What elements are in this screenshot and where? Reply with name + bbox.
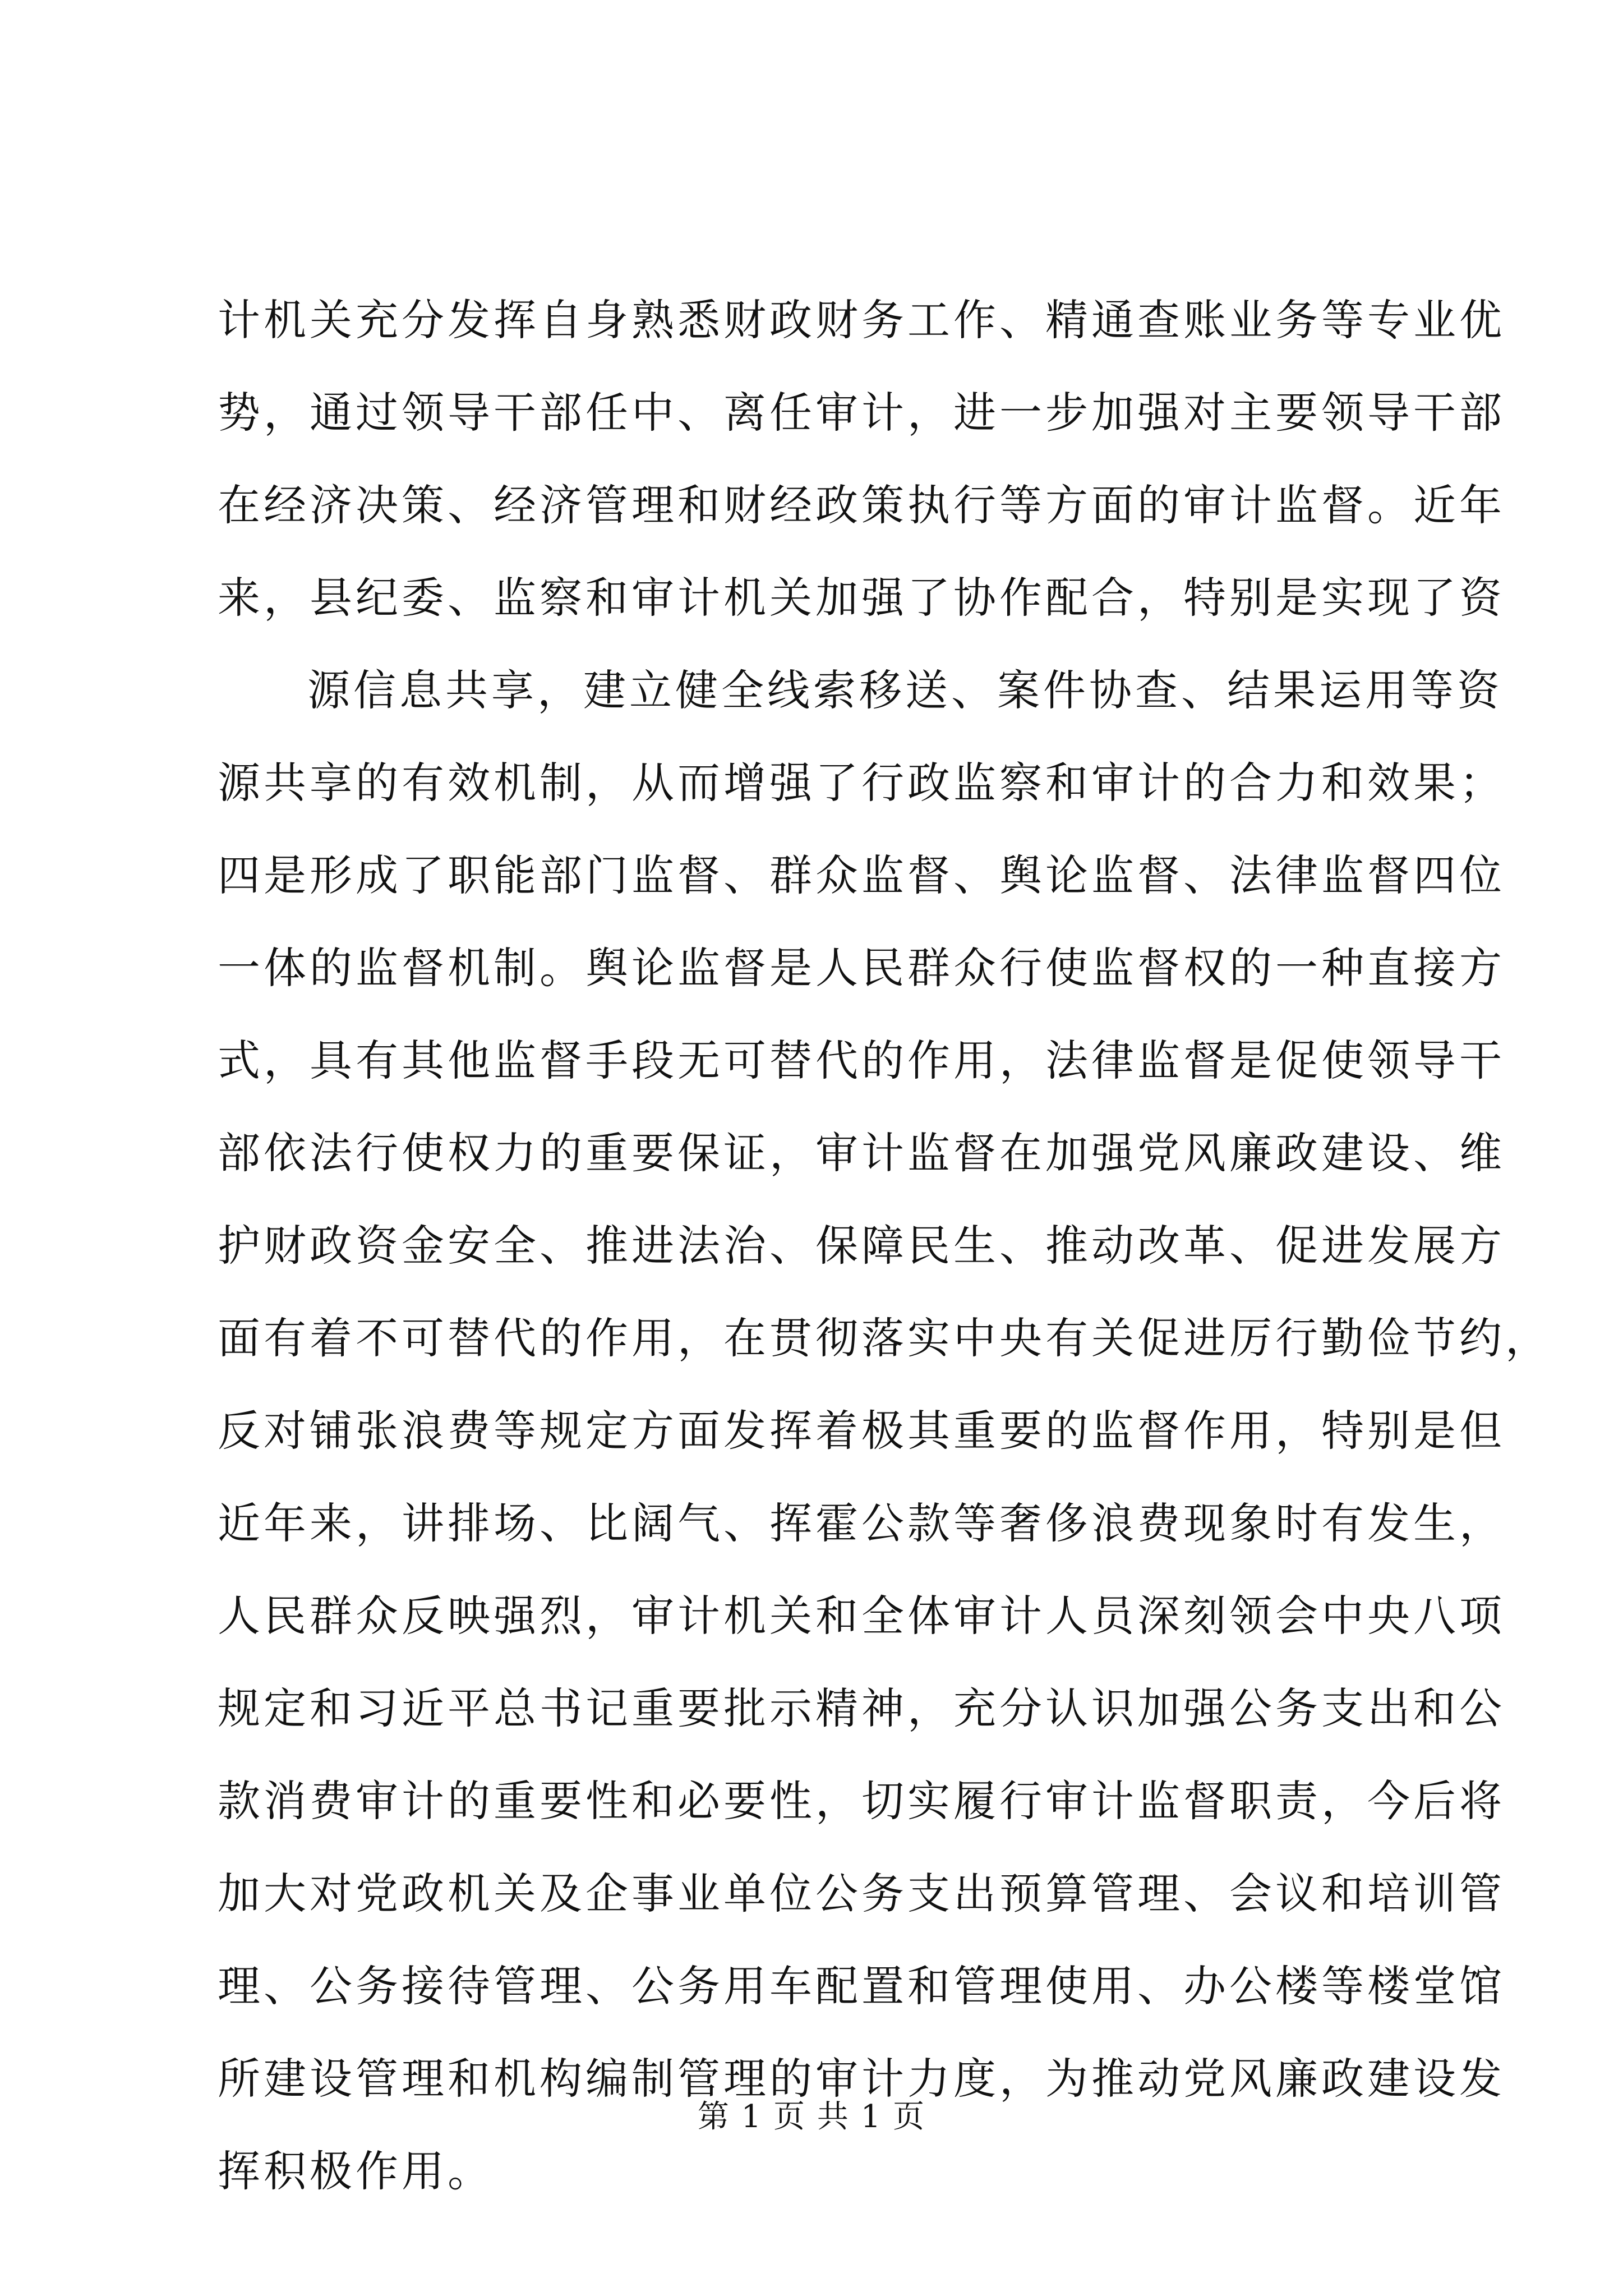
text-line: 一体的监督机制。舆论监督是人民群众行使监督权的一种直接方 — [218, 943, 1505, 993]
text-line: 人民群众反映强烈，审计机关和全体审计人员深刻领会中央八项 — [218, 1591, 1505, 1641]
text-line-indented: 源信息共享，建立健全线索移送、案件协查、结果运用等资 — [307, 665, 1503, 715]
text-line: 四是形成了职能部门监督、群众监督、舆论监督、法律监督四位 — [218, 850, 1505, 900]
text-line: 势，通过领导干部任中、离任审计，进一步加强对主要领导干部 — [218, 388, 1505, 438]
page-footer — [0, 2095, 1623, 2139]
text-line: 面有着不可替代的作用，在贯彻落实中央有关促进厉行勤俭节约， — [218, 1313, 1551, 1363]
text-line: 规定和习近平总书记重要批示精神，充分认识加强公务支出和公 — [218, 1683, 1505, 1733]
text-line: 部依法行使权力的重要保证，审计监督在加强党风廉政建设、维 — [218, 1128, 1505, 1178]
text-line: 护财政资金安全、推进法治、保障民生、推动改革、促进发展方 — [218, 1221, 1505, 1271]
text-line: 源共享的有效机制，从而增强了行政监察和审计的合力和效果； — [218, 758, 1505, 808]
text-line: 反对铺张浪费等规定方面发挥着极其重要的监督作用，特别是但 — [218, 1406, 1505, 1456]
text-line: 理、公务接待管理、公务用车配置和管理使用、办公楼等楼堂馆 — [218, 1961, 1505, 2011]
text-line-last: 挥积极作用。 — [218, 2146, 494, 2196]
text-line: 近年来，讲排场、比阔气、挥霍公款等奢侈浪费现象时有发生， — [218, 1498, 1505, 1548]
page-number-label: 第 1 页 共 1 页 — [697, 2099, 926, 2135]
text-line: 款消费审计的重要性和必要性，切实履行审计监督职责，今后将 — [218, 1776, 1505, 1826]
text-line: 式，具有其他监督手段无可替代的作用，法律监督是促使领导干 — [218, 1036, 1505, 1085]
text-line: 在经济决策、经济管理和财经政策执行等方面的审计监督。近年 — [218, 480, 1505, 530]
text-line: 所建设管理和机构编制管理的审计力度，为推动党风廉政建设发 — [218, 2054, 1505, 2104]
text-line: 加大对党政机关及企事业单位公务支出预算管理、会议和培训管 — [218, 1869, 1505, 1918]
body-text — [218, 274, 1551, 2217]
text-line: 来，县纪委、监察和审计机关加强了协作配合，特别是实现了资 — [218, 573, 1505, 623]
text-line: 计机关充分发挥自身熟悉财政财务工作、精通查账业务等专业优 — [218, 295, 1505, 345]
